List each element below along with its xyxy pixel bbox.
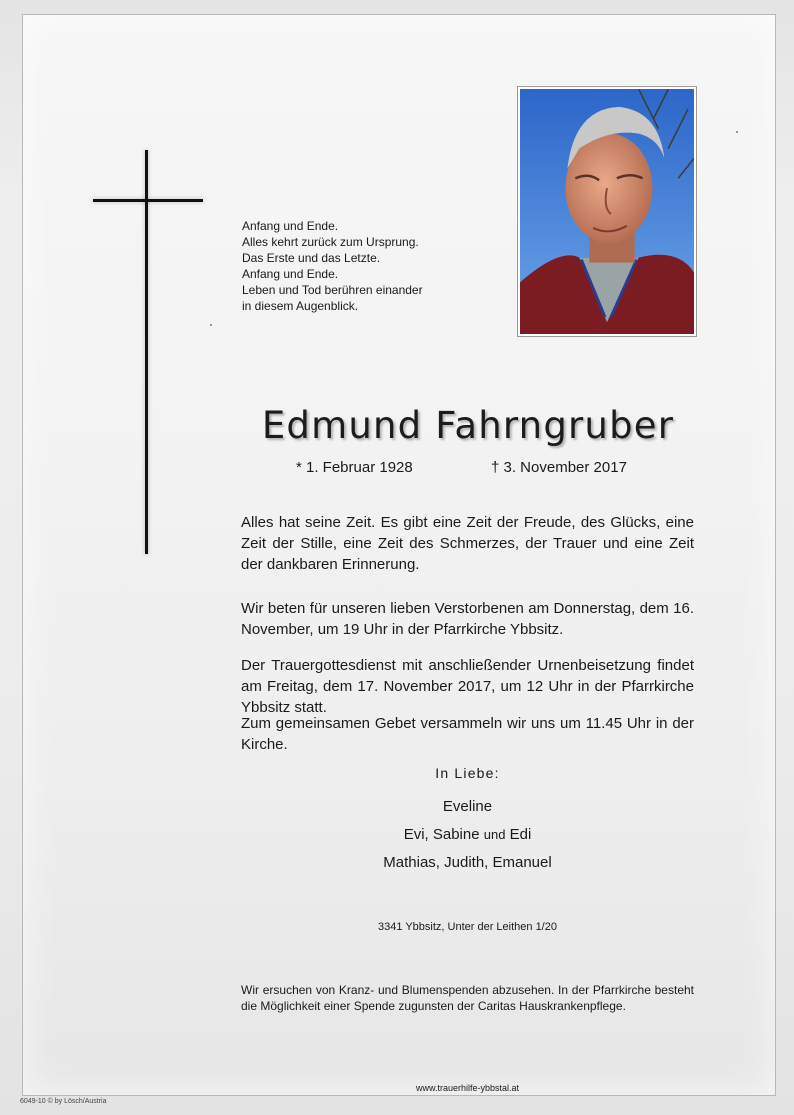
print-code: 6049-10 © by Lösch/Austria [20, 1098, 107, 1105]
cross-icon [88, 146, 208, 558]
poem-line: Leben und Tod berühren einander [242, 283, 423, 297]
poem-line: Anfang und Ende. [242, 267, 339, 281]
gathering-text: Zum gemeinsamen Gebet versammeln wir uns um 11.45 Uhr in der Kirche. [241, 715, 694, 753]
donation-note: Wir ersuchen von Kranz- und Blumenspenden abzusehen. In der Pfarrkirche besteht die Möglichkeit einer Spende zugunsten der Caritas Hauskrankenpflege. [241, 983, 694, 1013]
mourner-conjunction: und [483, 827, 506, 842]
speck [210, 324, 212, 326]
mourners-heading: In Liebe: [435, 765, 500, 781]
poem [242, 218, 502, 314]
poem-line: Das Erste und das Letzte. [242, 251, 381, 265]
mourner-line [241, 826, 694, 843]
memorial-text: Alles hat seine Zeit. Es gibt eine Zeit der Freude, des Glücks, eine Zeit der Stille, eine Zeit des Schmerzes, der Trauer und eine Zeit der dankbaren Erinnerung. [241, 514, 694, 573]
mourner-line: Eveline [442, 798, 493, 815]
poem-line: Alles kehrt zurück zum Ursprung. [242, 235, 419, 249]
deceased-name: Edmund Fahrngruber [261, 404, 675, 447]
birth-date: * 1. Februar 1928 [296, 459, 413, 476]
mourner-names: Edi [509, 826, 532, 843]
address: 3341 Ybbsitz, Unter der Leithen 1/20 [378, 921, 557, 933]
poem-line: Anfang und Ende. [242, 219, 339, 233]
mourner-names: Evi, Sabine [403, 826, 480, 843]
funeral-service-text: Der Trauergottesdienst mit anschließender Urnenbeisetzung findet am Freitag, dem 17. November 2017, um 12 Uhr in der Pfarrkirche Ybbsitz statt. [241, 657, 694, 716]
portrait-photo [517, 86, 697, 337]
website-link[interactable]: www.trauerhilfe-ybbstal.at [415, 1083, 520, 1093]
mourner-line: Mathias, Judith, Emanuel [383, 854, 552, 871]
death-date: † 3. November 2017 [491, 459, 627, 476]
prayer-announcement: Wir beten für unseren lieben Verstorbenen am Donnerstag, dem 16. November, um 19 Uhr in der Pfarrkirche Ybbsitz. [241, 600, 694, 638]
poem-line: in diesem Augenblick. [242, 299, 359, 313]
speck [736, 131, 738, 133]
